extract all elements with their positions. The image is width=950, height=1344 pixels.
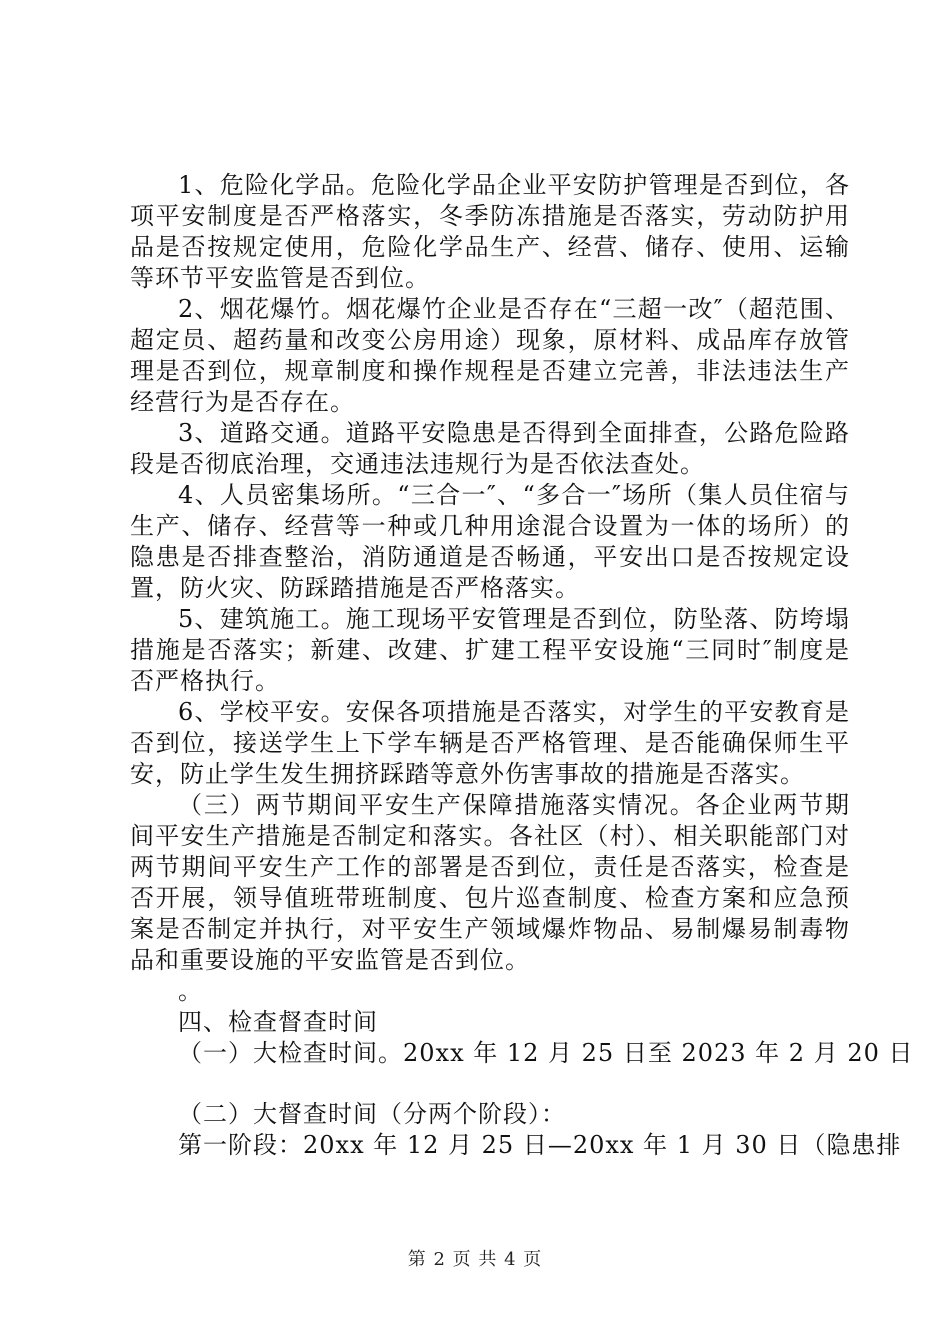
inspection-time: （一）大检查时间。20xx 年 12 月 25 日至 2023 年 2 月 20 日 xyxy=(178,1039,914,1067)
document-body xyxy=(130,170,914,1161)
spacer xyxy=(130,1069,850,1099)
paragraph-fireworks: 2、烟花爆竹。烟花爆竹企业是否存在“三超一改″（超范围、超定员、超药量和改变公房用途）现象，原材料、成品库存放管理是否到位，规章制度和操作规程是否建立完善，非法违法生产经营行为是否存在。 xyxy=(130,295,850,416)
paragraph-holiday-safety: （三）两节期间平安生产保障措施落实情况。各企业两节期间平安生产措施是否制定和落实。各社区（村）、相关职能部门对两节期间平安生产工作的部署是否到位，责任是否落实，检查是否开展，领导值班带班制度、包片巡查制度、检查方案和应急预案是否制定并执行，对平安生产领域爆炸物品、易制爆易制毒物品和重要设施的平安监管是否到位。 xyxy=(130,791,850,974)
page-number-footer: 第 2 页 共 4 页 xyxy=(407,1249,543,1270)
paragraph-school-safety: 6、学校平安。安保各项措施是否落实，对学生的平安教育是否到位，接送学生上下学车辆是否严格管理、是否能确保师生平安，防止学生发生拥挤踩踏等意外伤害事故的措施是否落实。 xyxy=(130,698,850,788)
paragraph-construction: 5、建筑施工。施工现场平安管理是否到位，防坠落、防垮塌措施是否落实；新建、改建、扩建工程平安设施“三同时″制度是否严格执行。 xyxy=(130,605,850,695)
section-heading: 四、检查督查时间 xyxy=(178,1008,378,1036)
paragraph-crowded-places: 4、人员密集场所。“三合一″、“多合一″场所（集人员住宿与生产、储存、经营等一种或几种用途混合设置为一体的场所）的隐患是否排查整治，消防通道是否畅通，平安出口是否按规定设置，防火灾、防踩踏措施是否严格落实。 xyxy=(130,481,850,602)
paragraph-road-traffic: 3、道路交通。道路平安隐患是否得到全面排查，公路危险路段是否彻底治理，交通违法违规行为是否依法查处。 xyxy=(130,419,850,478)
supervision-time: （二）大督查时间（分两个阶段）： xyxy=(178,1100,566,1128)
dot-line: 。 xyxy=(178,977,203,1005)
phase-one: 第一阶段：20xx 年 12 月 25 日—20xx 年 1 月 30 日（隐患排 xyxy=(178,1131,902,1159)
paragraph-hazardous-chemicals: 1、危险化学品。危险化学品企业平安防护管理是否到位，各项平安制度是否严格落实，冬季防冻措施是否落实，劳动防护用品是否按规定使用，危险化学品生产、经营、储存、使用、运输等环节平安监管是否到位。 xyxy=(130,171,850,292)
